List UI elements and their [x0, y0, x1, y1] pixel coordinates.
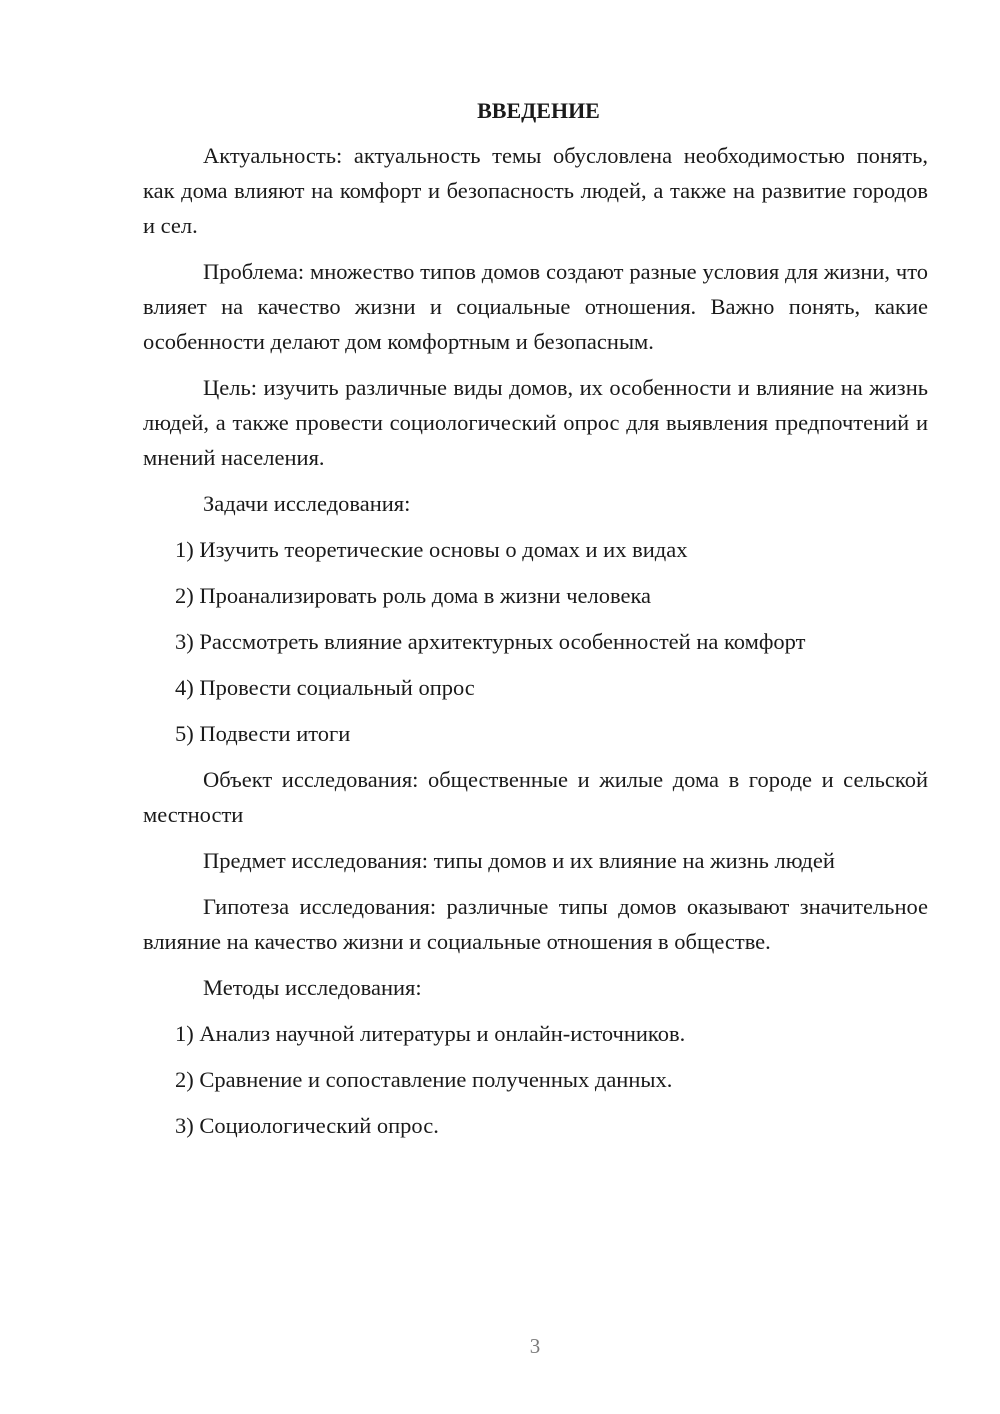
subject-paragraph: Предмет исследования: типы домов и их влияние на жизнь людей	[203, 848, 835, 873]
section-heading: ВВЕДЕНИЕ	[477, 98, 600, 123]
page-content	[143, 93, 928, 1154]
task-item: 1) Изучить теоретические основы о домах и их видах	[175, 537, 688, 562]
tasks-title: Задачи исследования:	[203, 491, 411, 516]
method-item: 2) Сравнение и сопоставление полученных данных.	[175, 1067, 673, 1092]
hypothesis-paragraph: Гипотеза исследования: различные типы домов оказывают значительное влияние на качество жизни и социальные отношения в обществе.	[143, 894, 928, 954]
task-item: 3) Рассмотреть влияние архитектурных особенностей на комфорт	[175, 629, 806, 654]
method-item: 3) Социологический опрос.	[175, 1113, 439, 1138]
object-paragraph: Объект исследования: общественные и жилые дома в городе и сельской местности	[143, 767, 928, 827]
task-item: 5) Подвести итоги	[175, 721, 351, 746]
relevance-paragraph: Актуальность: актуальность темы обусловлена необходимостью понять, как дома влияют на комфорт и безопасность людей, а также на развитие городов и сел.	[143, 143, 928, 238]
methods-title: Методы исследования:	[203, 975, 422, 1000]
goal-paragraph: Цель: изучить различные виды домов, их особенности и влияние на жизнь людей, а также провести социологический опрос для выявления предпочтений и мнений населения.	[143, 375, 928, 470]
page-number: 3	[529, 1334, 541, 1358]
problem-paragraph: Проблема: множество типов домов создают разные условия для жизни, что влияет на качество жизни и социальные отношения. Важно понять, какие особенности делают дом комфортным и безопасным.	[143, 259, 928, 354]
task-item: 2) Проанализировать роль дома в жизни человека	[175, 583, 652, 608]
task-item: 4) Провести социальный опрос	[175, 675, 475, 700]
method-item: 1) Анализ научной литературы и онлайн-источников.	[175, 1021, 686, 1046]
